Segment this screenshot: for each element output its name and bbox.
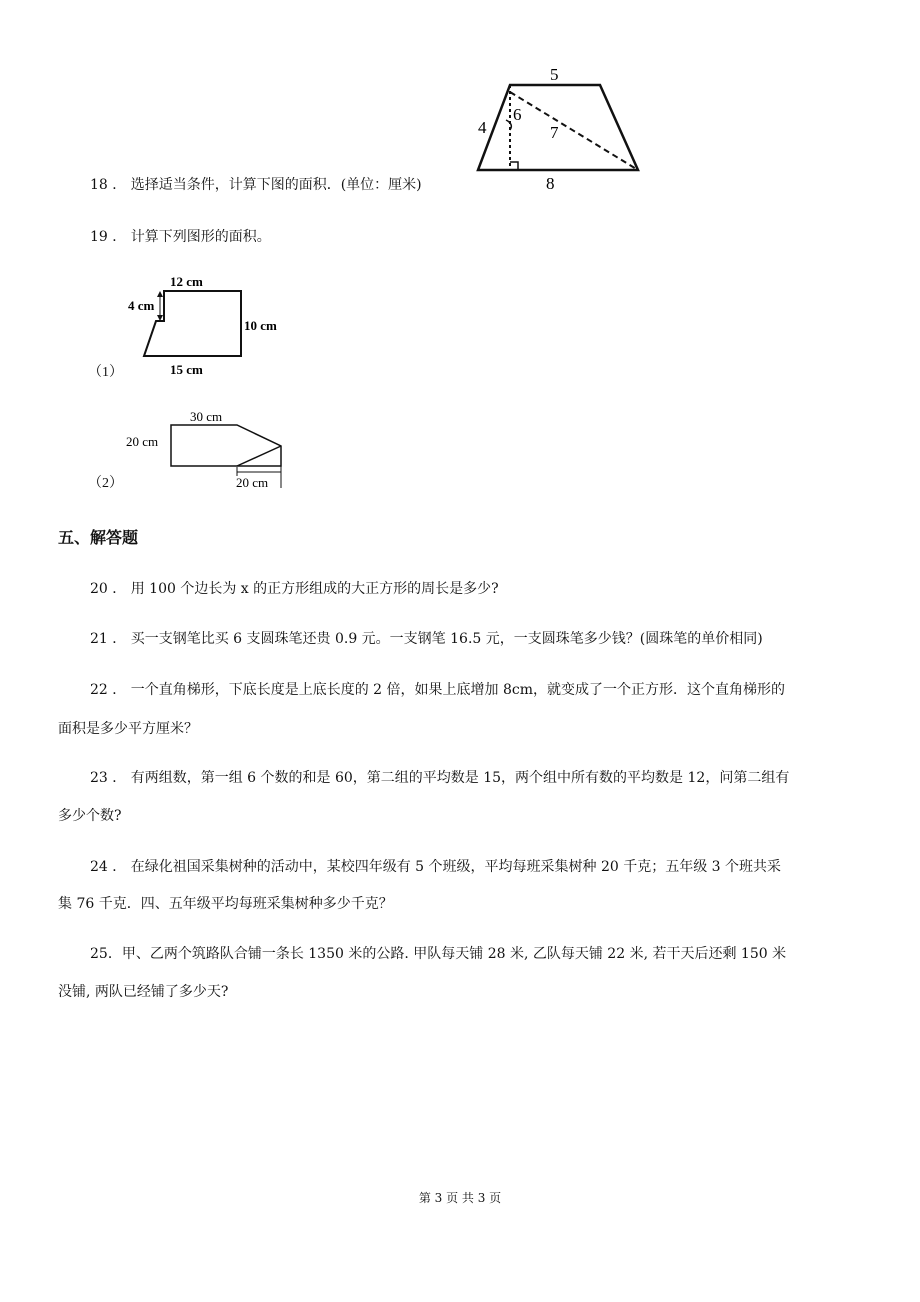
figure-19-1-left-label: 4 cm	[128, 298, 155, 313]
trapezoid-height-label: 6	[513, 105, 522, 124]
part-1-label: （1）	[88, 365, 123, 380]
page-footer: 第 3 页 共 3 页	[418, 1191, 502, 1205]
part-2-label: （2）	[88, 476, 123, 491]
problem-24-line-2: 集 76 千克．四、五年级平均每班采集树种多少千克？	[58, 896, 393, 912]
problem-18-text: 18 ． 选择适当条件，计算下图的面积．(单位：厘米)	[90, 177, 422, 193]
figure-19-1	[120, 270, 300, 382]
figure-19-2-diagonal	[237, 446, 281, 466]
trapezoid-diagonal-line	[510, 92, 638, 170]
problem-23-line-2: 多少个数?	[58, 808, 122, 824]
problem-20-text: 20 ． 用 100 个边长为 x 的正方形组成的大正方形的周长是多少?	[90, 581, 499, 597]
figure-19-2-bottom-label: 20 cm	[236, 475, 269, 490]
problem-22-line-2: 面积是多少平方厘米？	[58, 721, 198, 737]
figure-19-2-top-label: 30 cm	[190, 409, 223, 424]
figure-19-1-bottom-label: 15 cm	[170, 362, 203, 377]
figure-19-2-left-label: 20 cm	[126, 434, 159, 449]
figure-19-1-top-label: 12 cm	[170, 274, 203, 289]
problem-21-text: 21 ． 买一支钢笔比买 6 支圆珠笔还贵 0.9 元。一支钢笔 16.5 元，一支圆珠笔多少钱？(圆珠笔的单价相同)	[90, 631, 763, 647]
problem-25-line-2: 没铺, 两队已经铺了多少天?	[58, 984, 229, 1000]
problem-19-text: 19 ． 计算下列图形的面积。	[90, 229, 271, 245]
arrow-head-up	[157, 291, 163, 297]
problem-24-line-1: 24 ． 在绿化祖国采集树种的活动中，某校四年级有 5 个班级，平均每班采集树种 20 千克；五年级 3 个班共采	[90, 859, 782, 875]
figure-19-2-outline	[171, 425, 281, 466]
figure-19-2	[120, 406, 300, 492]
trapezoid-bottom-label: 8	[546, 174, 555, 193]
figure-19-1-right-label: 10 cm	[244, 318, 277, 333]
trapezoid-figure	[470, 62, 650, 197]
trapezoid-diagonal-label: 7	[550, 123, 559, 142]
section-title: 五、解答题	[58, 528, 139, 547]
problem-23-line-1: 23 ． 有两组数，第一组 6 个数的和是 60，第二组的平均数是 15，两个组中所有数的平均数是 12，问第二组有	[90, 770, 790, 786]
figure-19-1-outline	[144, 291, 241, 356]
trapezoid-left-label: 4	[478, 118, 487, 137]
problem-25-line-1: 25．甲、乙两个筑路队合铺一条长 1350 米的公路. 甲队每天铺 28 米, 乙队每天铺 22 米, 若干天后还剩 150 米	[90, 946, 787, 962]
problem-22-line-1: 22 ． 一个直角梯形，下底长度是上底长度的 2 倍，如果上底增加 8cm，就变成了一个正方形．这个直角梯形的	[90, 682, 785, 698]
trapezoid-top-label: 5	[550, 65, 559, 84]
